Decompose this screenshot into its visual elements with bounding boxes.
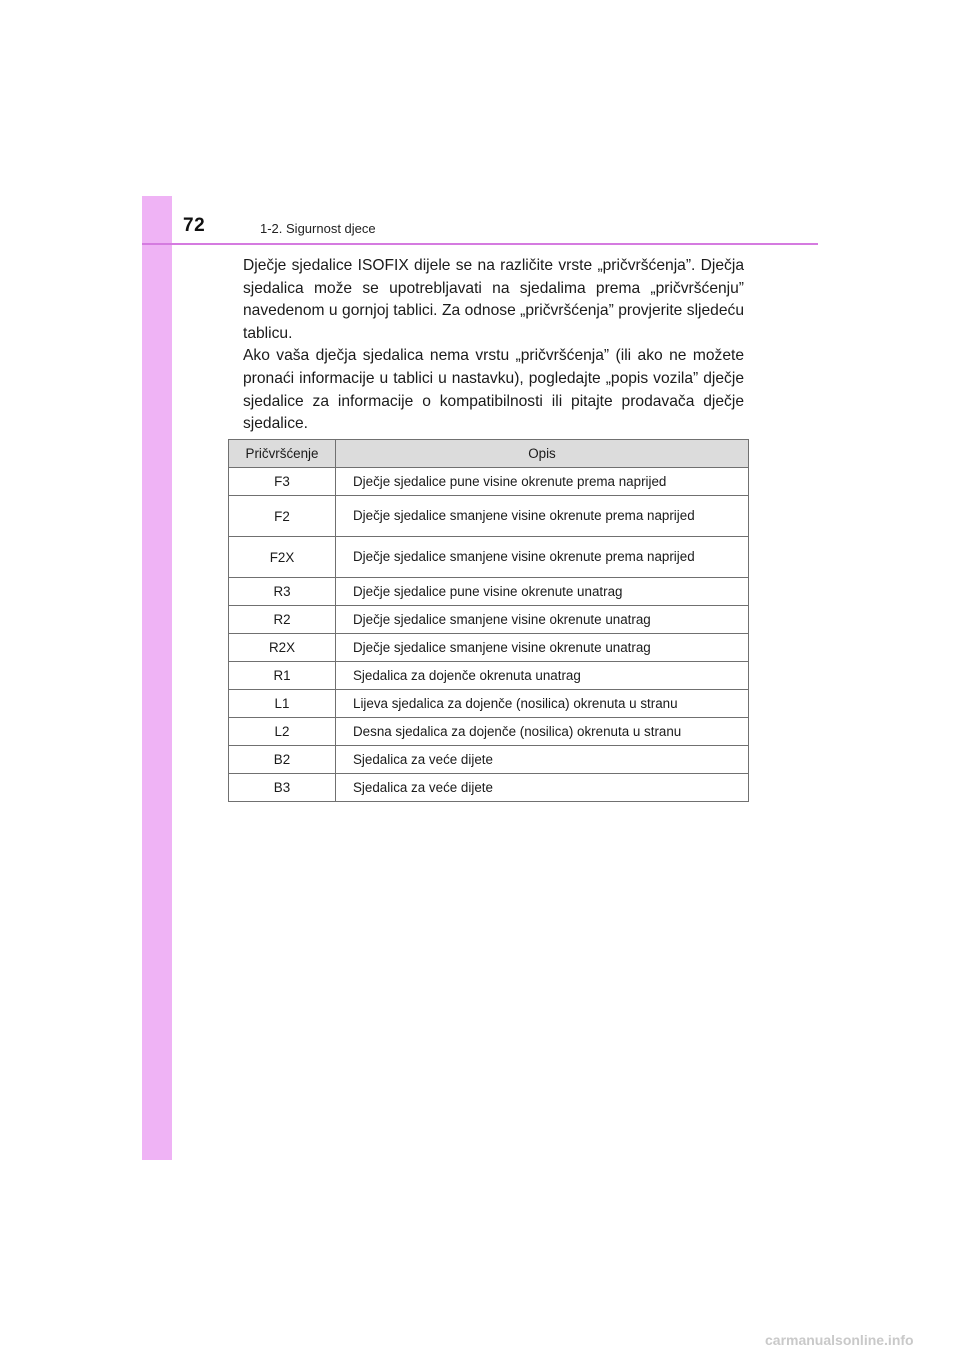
section-title: 1-2. Sigurnost djece [260, 221, 376, 236]
table-row [229, 746, 749, 774]
fixture-description: Dječje sjedalice smanjene visine okrenute unatrag [336, 634, 749, 662]
intro-paragraph-2: Ako vaša dječja sjedalica nema vrstu „pričvršćenja” (ili ako ne možete pronaći informacije u tablici u nastavku), pogledajte „popis vozila” dječje sjedalice za informacije o kompatibilnosti ili pitajte prodavača dječje sjedalice. [243, 347, 744, 433]
fixture-code: R2X [229, 634, 336, 662]
table-header-row [229, 440, 749, 468]
fixture-code: F3 [229, 468, 336, 496]
table-row [229, 774, 749, 802]
fixture-description: Dječje sjedalice smanjene visine okrenute prema naprijed [336, 496, 749, 537]
fixture-code: F2 [229, 496, 336, 537]
fixture-description: Sjedalica za veće dijete [336, 746, 749, 774]
table-row [229, 606, 749, 634]
fixture-description: Dječje sjedalice pune visine okrenute unatrag [336, 578, 749, 606]
fixture-description: Lijeva sjedalica za dojenče (nosilica) okrenuta u stranu [336, 690, 749, 718]
fixture-description: Dječje sjedalice pune visine okrenute prema naprijed [336, 468, 749, 496]
page-number: 72 [183, 215, 206, 236]
intro-paragraph-1: Dječje sjedalice ISOFIX dijele se na različite vrste „pričvršćenja”. Dječja sjedalica može se upotrebljavati na sjedalima prema „pričvršćenju” navedenom u gornjoj tablici. Za odnose „pričvršćenja” provjerite sljedeću tablicu. [243, 257, 744, 342]
fixture-description: Sjedalica za veće dijete [336, 774, 749, 802]
header-rule [142, 243, 818, 245]
section-side-tab [142, 196, 172, 1160]
intro-text [243, 255, 744, 436]
fixture-description: Dječje sjedalice smanjene visine okrenute unatrag [336, 606, 749, 634]
site-watermark: carmanualsonline.info [765, 1332, 914, 1348]
fixture-code: F2X [229, 537, 336, 578]
fixture-description: Sjedalica za dojenče okrenuta unatrag [336, 662, 749, 690]
column-header-fixture: Pričvršćenje [229, 440, 336, 468]
table-row [229, 662, 749, 690]
table-row [229, 634, 749, 662]
fixture-code: L2 [229, 718, 336, 746]
fixture-code: B3 [229, 774, 336, 802]
fixture-description: Desna sjedalica za dojenče (nosilica) okrenuta u stranu [336, 718, 749, 746]
table-row [229, 496, 749, 537]
isofix-fixture-table [228, 439, 749, 802]
fixture-code: R2 [229, 606, 336, 634]
column-header-description: Opis [336, 440, 749, 468]
table-row [229, 537, 749, 578]
table-row [229, 690, 749, 718]
table-row [229, 578, 749, 606]
fixture-description: Dječje sjedalice smanjene visine okrenute prema naprijed [336, 537, 749, 578]
fixture-code: L1 [229, 690, 336, 718]
fixture-code: R1 [229, 662, 336, 690]
table-row [229, 468, 749, 496]
table-row [229, 718, 749, 746]
fixture-code: B2 [229, 746, 336, 774]
fixture-code: R3 [229, 578, 336, 606]
